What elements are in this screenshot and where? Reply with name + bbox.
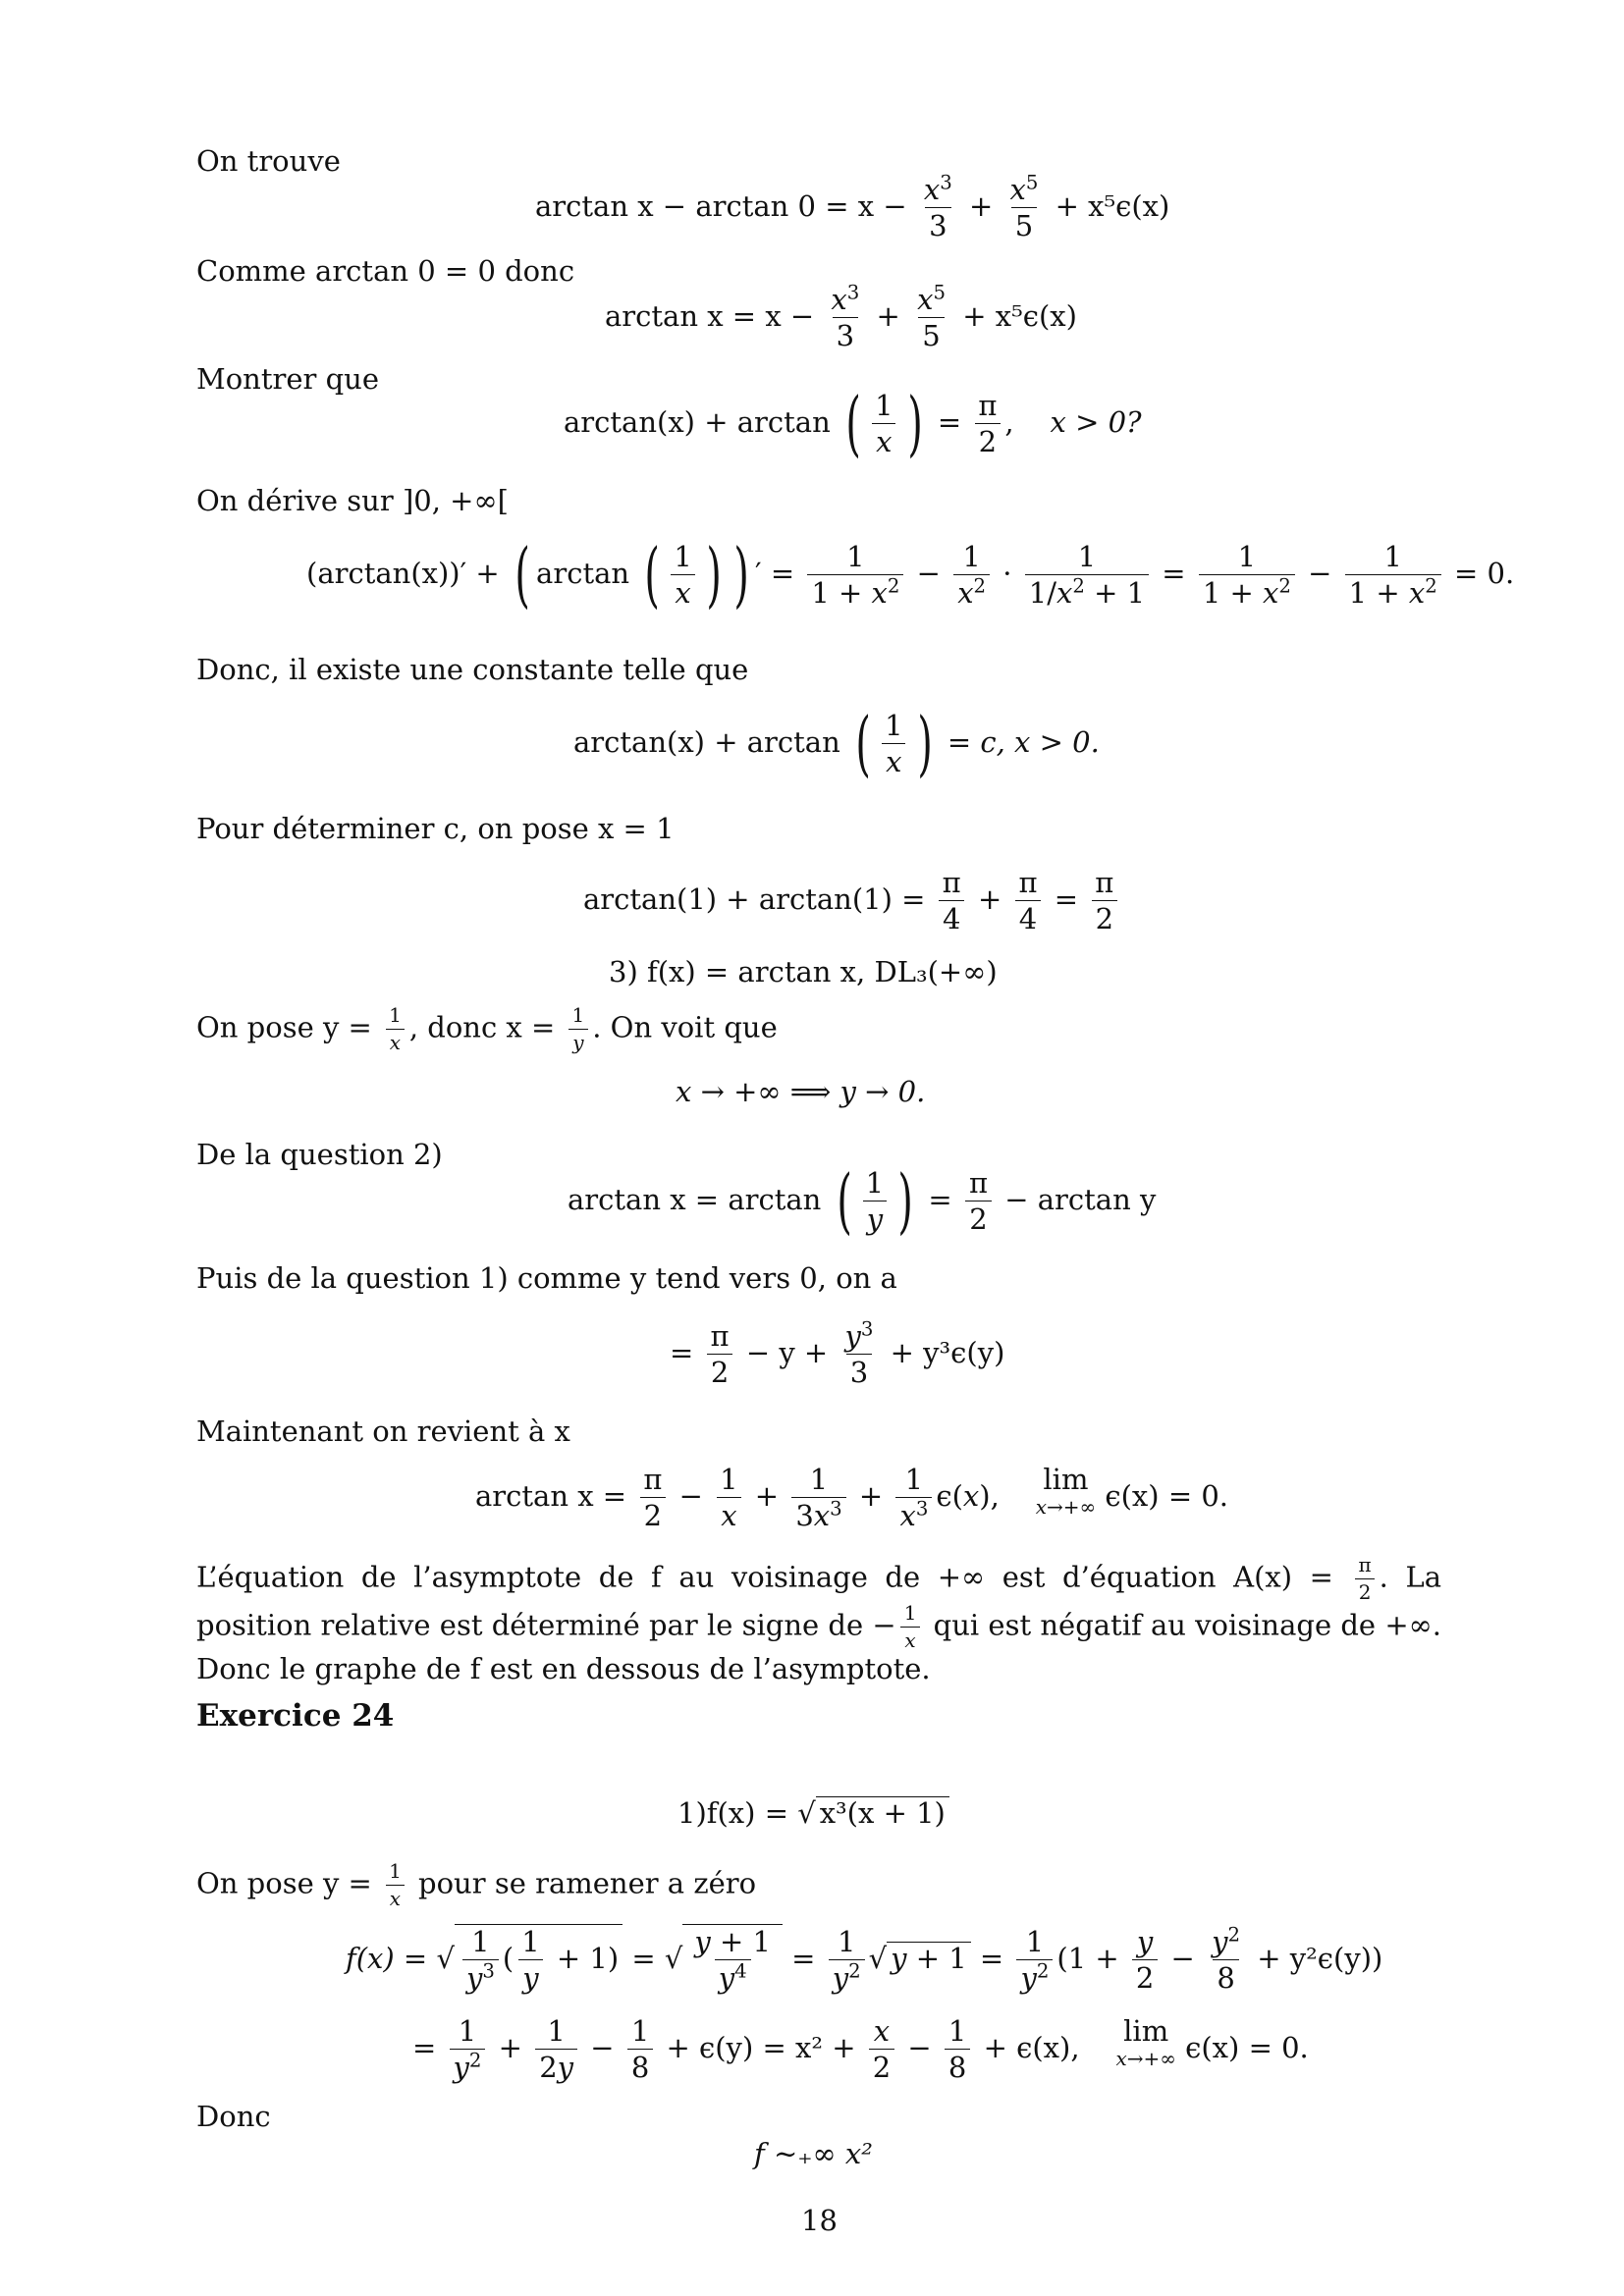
equation-substitution: arctan x = arctan ( $\frac{1}{y}$ ) = $\frac{\pi}{2}$ − arctan y	[568, 1159, 1157, 1243]
eq-lhs: arctan x = arctan	[568, 1182, 822, 1216]
text-on-pose-y: On pose y = $\frac{1}{x}$ , donc x = $\frac{1}{y}$ . On voit que	[196, 1003, 778, 1054]
eq-lhs: arctan(1) + arctan(1) =	[583, 881, 926, 916]
paragraph-asymptote: L’équation de l’asymptote de f au voisinage de +∞ est d’équation A(x) = $\frac{\pi}{2}$ . La position relative est déterminé par le signe de − $\frac{1}{x}$ qui est négatif au voisinage de +∞. Donc le graphe de f est en dessous de l’asymptote.	[196, 1553, 1441, 1685]
equation-arctan-diff: arctan x − arctan 0 = x − $\frac{x^3}{3}$ + $\frac{x^5}{5}$ + x⁵ϵ(x)	[535, 171, 1170, 243]
text-on-pose-y-zero: On pose y = $\frac{1}{x}$ pour se ramener a zéro	[196, 1859, 757, 1910]
equation-derivative: (arctan(x))′ + ( arctan ( $\frac{1}{x}$ ) ) ′ = $\frac{1}{1 + x^2}$ − $\frac{1}{x^2}$ · $\frac{1}{1/x^2 + 1}$ = $\frac{1}{1 + x^2}$ − $\frac{1}{1 + x^2}$ = 0.	[306, 533, 1515, 616]
eq-mid: − y +	[745, 1335, 829, 1369]
limit-operator: lim x→+∞	[1035, 1463, 1097, 1519]
equation-sqrt-expansion: f(x) = √ $\frac{1}{y^3}$ ( $\frac{1}{y}$ + 1) = √ $\frac{y + 1}{y^4}$ = $\frac{1}{y^2}$ √ y + 1 = $\frac{1}{y^2}$ (1 + $\frac{y}{2}$ − $\frac{y^2}{8}$ + y²ϵ(y))	[346, 1923, 1383, 1996]
equation-sqrt-result: = $\frac{1}{y^2}$ + $\frac{1}{2y}$ − $\frac{1}{8}$ + ϵ(y) = x² + $\frac{x}{2}$ − $\frac{1}{8}$ + ϵ(x), lim x→+∞ ϵ(x) = 0.	[412, 2014, 1309, 2085]
text-pour-determiner: Pour déterminer c, on pose x = 1	[196, 812, 675, 845]
equation-arctan-dl: arctan x = x − $\frac{x^3}{3}$ + $\frac{x^5}{5}$ + x⁵ϵ(x)	[605, 281, 1077, 353]
heading-exercice-24: Exercice 24	[196, 1698, 395, 1734]
eq-lhs: arctan(x) + arctan	[564, 404, 831, 439]
text-de-la-question: De la question 2)	[196, 1138, 443, 1171]
limit-operator: lim x→+∞	[1115, 2014, 1176, 2070]
eq-rhs: + x⁵ϵ(x)	[1055, 188, 1170, 223]
eq-rhs: + ϵ(x),	[983, 2030, 1080, 2064]
equation-arctan-one: arctan(1) + arctan(1) = $\frac{\pi}{4}$ + $\frac{\pi}{4}$ = $\frac{\pi}{2}$	[583, 868, 1121, 934]
eq-rhs: = 0.	[1453, 556, 1515, 590]
eq-lhs: arctan(x) + arctan	[573, 724, 840, 759]
text-donc: Donc	[196, 2100, 271, 2133]
eq-rhs: + y³ϵ(y)	[890, 1335, 1005, 1369]
equation-dl-y: = $\frac{\pi}{2}$ − y + $\frac{y^3}{3}$ + y³ϵ(y)	[670, 1317, 1005, 1390]
eq-lhs: arctan x =	[475, 1478, 627, 1513]
eq-rhs: ϵ(x) = 0.	[1105, 1478, 1229, 1513]
eq-rhs: + x⁵ϵ(x)	[962, 298, 1077, 333]
equation-exercise-f: 1)f(x) = √ x³(x + 1)	[677, 1796, 949, 1828]
eq-lhs: 1)f(x) =	[677, 1796, 788, 1830]
eq-rhs: + y²ϵ(y))	[1257, 1941, 1383, 1975]
eq-mid: + ϵ(y) = x² +	[666, 2030, 856, 2064]
equation-equivalent: f ∼₊∞ x²	[754, 2137, 873, 2170]
eq-lhs: arctan x − arctan 0 = x −	[535, 188, 907, 223]
equation-identity: arctan(x) + arctan ( $\frac{1}{x}$ ) = $\frac{\pi}{2}$ , x > 0?	[564, 382, 1142, 465]
eq-lhs: (arctan(x))′ +	[306, 556, 500, 590]
text-montrer-que: Montrer que	[196, 362, 379, 396]
equation-limit: x → +∞ ⟹ y → 0.	[676, 1075, 926, 1108]
text-on-derive: On dérive sur ]0, +∞[	[196, 484, 509, 517]
eq-lhs: f(x) =	[346, 1941, 428, 1975]
equation-constant: arctan(x) + arctan ( $\frac{1}{x}$ ) = c, x > 0.	[573, 702, 1100, 785]
text-puis-de-la-question: Puis de la question 1) comme y tend vers 0, on a	[196, 1261, 897, 1295]
eq-condition: x > 0?	[1050, 404, 1142, 439]
page-number: 18	[801, 2204, 838, 2237]
equation-dl-x: arctan x = $\frac{\pi}{2}$ − $\frac{1}{x}$ + $\frac{1}{3x^3}$ + $\frac{1}{x^3}$ ϵ(x), lim x→+∞ ϵ(x) = 0.	[475, 1463, 1229, 1533]
eq-limit-rhs: ϵ(x) = 0.	[1185, 2030, 1309, 2064]
text-comme: Comme arctan 0 = 0 donc	[196, 254, 575, 288]
eq-lhs: arctan x = x −	[605, 298, 815, 333]
text-maintenant: Maintenant on revient à x	[196, 1415, 570, 1448]
text-donc-constante: Donc, il existe une constante telle que	[196, 653, 749, 686]
eq-radicand: x³(x + 1)	[819, 1796, 946, 1830]
eq-rhs: = c, x > 0.	[947, 724, 1100, 759]
equation-question-3: 3) f(x) = arctan x, DL₃(+∞)	[609, 955, 998, 988]
eq-rhs: − arctan y	[1004, 1182, 1157, 1216]
text-on-trouve: On trouve	[196, 144, 341, 178]
